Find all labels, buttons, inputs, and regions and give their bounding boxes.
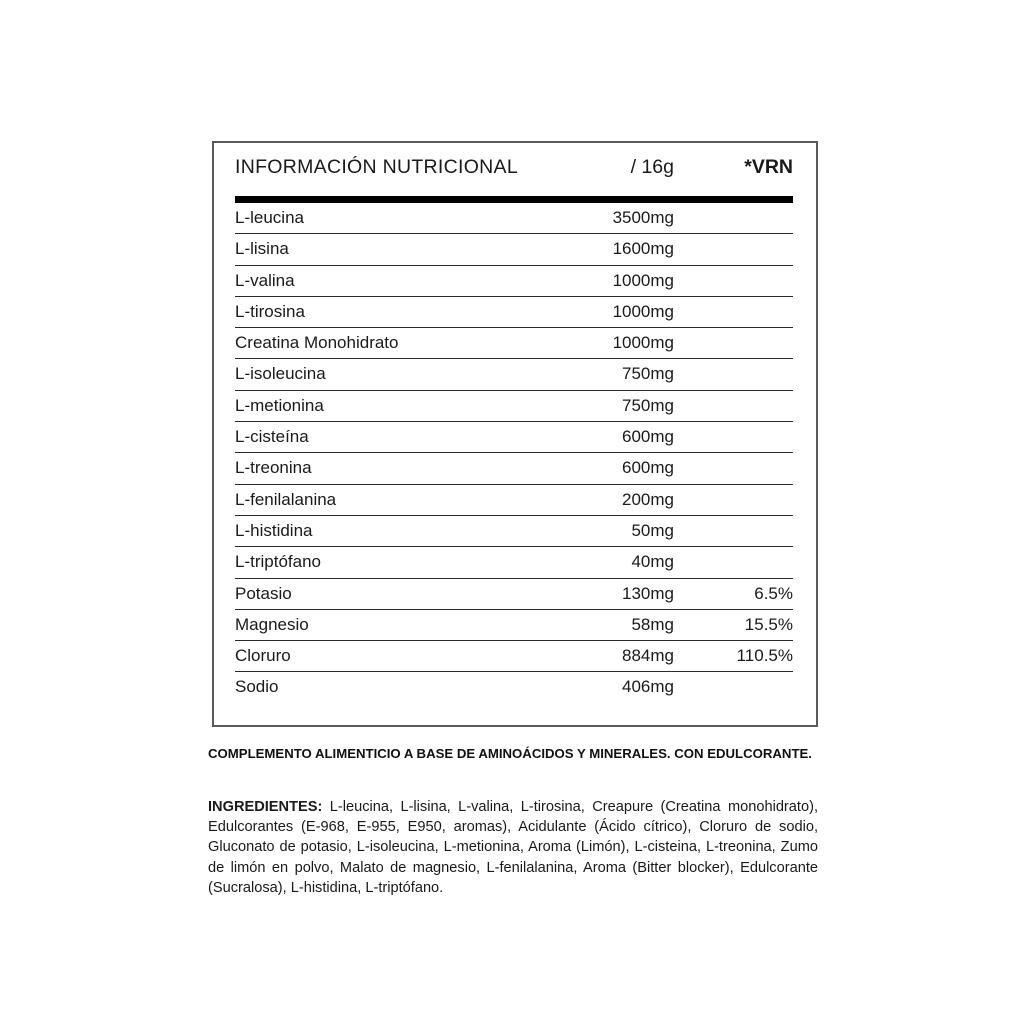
table-row [235, 485, 793, 516]
table-row [235, 391, 793, 422]
serving-size-header: / 16g [630, 156, 674, 178]
table-row [235, 203, 793, 234]
vrn-column-header: *VRN [744, 156, 793, 178]
nutrient-name: Potasio [235, 583, 292, 603]
nutrient-vrn: 6.5% [754, 583, 793, 603]
nutrient-amount: 58mg [631, 614, 674, 634]
nutrient-name: Magnesio [235, 614, 309, 634]
nutrient-name: Sodio [235, 677, 279, 697]
page-title: INFORMACIÓN NUTRICIONAL [235, 156, 518, 178]
nutrient-name: L-lisina [235, 239, 289, 259]
nutrient-name: Cloruro [235, 646, 291, 666]
table-row [235, 328, 793, 359]
nutrition-table-panel [212, 141, 818, 727]
nutrient-amount: 1000mg [612, 301, 674, 321]
table-row [235, 422, 793, 453]
nutrient-vrn: 110.5% [736, 646, 793, 666]
table-row [235, 266, 793, 297]
table-row [235, 297, 793, 328]
nutrient-name: L-treonina [235, 458, 312, 478]
nutrient-name: L-leucina [235, 208, 304, 227]
nutrient-amount: 40mg [631, 552, 674, 572]
nutrient-amount: 884mg [622, 646, 674, 666]
nutrient-name: L-fenilalanina [235, 489, 337, 509]
nutrient-amount: 750mg [622, 364, 674, 384]
nutrition-rows-container [235, 203, 793, 704]
table-row [235, 359, 793, 390]
nutrient-amount: 600mg [622, 458, 674, 478]
header-divider-rule [235, 196, 793, 203]
supplement-statement: COMPLEMENTO ALIMENTICIO A BASE DE AMINOÁCIDOS Y MINERALES. CON EDULCORANTE. [208, 746, 812, 761]
nutrient-amount: 130mg [622, 583, 674, 603]
table-row [235, 453, 793, 484]
nutrient-amount: 1000mg [612, 333, 674, 353]
nutrient-name: L-metionina [235, 395, 324, 415]
nutrient-name: L-tirosina [235, 301, 305, 321]
nutrient-name: L-valina [235, 270, 295, 290]
table-row [235, 547, 793, 578]
ingredients-paragraph [208, 797, 818, 898]
table-row [235, 641, 793, 672]
table-row [235, 234, 793, 265]
nutrient-amount: 200mg [622, 489, 674, 509]
nutrient-name: L-triptófano [235, 552, 321, 572]
nutrient-amount: 406mg [622, 677, 674, 697]
table-row [235, 579, 793, 610]
ingredients-text: L-leucina, L-lisina, L-valina, L-tirosina, Creapure (Creatina monohidrato), Edulcorantes (E-968, E-955, E950, aromas), Acidulante (Ácido cítrico), Cloruro de sodio, Gluconato de potasio, L-isoleucina, L-metionina, Aroma (Limón), L-cisteina, L-treonina, Zumo de limón en polvo, Malato de magnesio, L-fenilalanina, Aroma (Bitter blocker), Edulcorante (Sucralosa), L-histidina, L-triptófano. [208, 799, 818, 896]
nutrient-amount: 600mg [622, 427, 674, 447]
nutrient-name: L-cisteína [235, 427, 309, 447]
nutrient-amount: 1600mg [612, 239, 674, 259]
nutrient-amount: 1000mg [612, 270, 674, 290]
nutrient-name: L-histidina [235, 520, 313, 540]
table-row [235, 516, 793, 547]
nutrition-table-header-row [235, 143, 793, 189]
nutrient-amount: 750mg [622, 395, 674, 415]
table-row [235, 672, 793, 703]
table-row [235, 610, 793, 641]
nutrient-vrn: 15.5% [744, 614, 793, 634]
nutrient-name: L-isoleucina [235, 364, 326, 384]
nutrient-amount: 50mg [631, 520, 674, 540]
nutrient-name: Creatina Monohidrato [235, 333, 399, 353]
nutrient-amount: 3500mg [612, 208, 674, 227]
ingredients-label: INGREDIENTES: [208, 799, 323, 815]
nutrition-table-inner [235, 143, 793, 704]
